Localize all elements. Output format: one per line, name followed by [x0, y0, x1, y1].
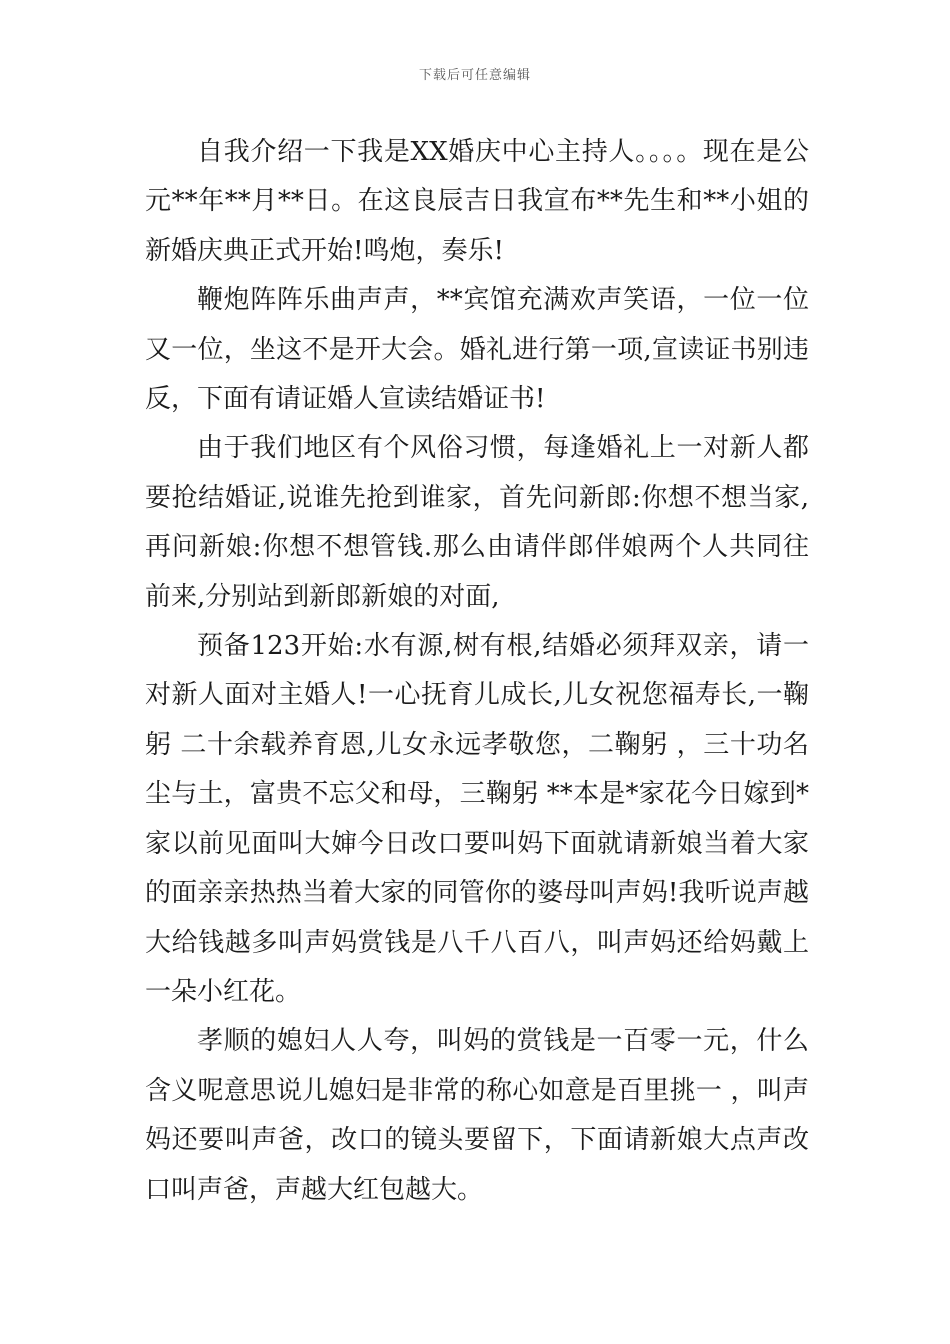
paragraph: 由于我们地区有个风俗习惯，每逢婚礼上一对新人都要抢结婚证,说谁先抢到谁家，首先问新郎:你想不想当家,再问新娘:你想不想管钱.那么由请伴郎伴娘两个人共同往前来,分别站到新郎新娘的对面,	[145, 433, 809, 612]
document-body	[145, 128, 809, 1215]
paragraph: 预备123开始:水有源,树有根,结婚必须拜双亲，请一对新人面对主婚人!一心抚育儿成长,儿女祝您福寿长,一鞠躬 二十余载养育恩,儿女永远孝敬您，二鞠躬 ，三十功名尘与土，富贵不忘父和母，三鞠躬 **本是*家花今日嫁到*家以前见面叫大婶今日改口要叫妈下面就请新娘当着大家的面亲亲热热当着大家的同管你的婆母叫声妈!我听说声越大给钱越多叫声妈赏钱是八千八百八，叫声妈还给妈戴上一朵小红花。	[145, 631, 809, 1007]
paragraph: 孝顺的媳妇人人夸，叫妈的赏钱是一百零一元，什么含义呢意思说儿媳妇是非常的称心如意是百里挑一 ，叫声妈还要叫声爸，改口的镜头要留下，下面请新娘大点声改口叫声爸，声越大红包越大。	[145, 1026, 809, 1205]
page-header: 下载后可任意编辑	[418, 68, 531, 83]
paragraph: 自我介绍一下我是XX婚庆中心主持人。。。。现在是公元**年**月**日。在这良辰吉日我宣布**先生和**小姐的新婚庆典正式开始!鸣炮，奏乐!	[145, 137, 809, 266]
paragraph: 鞭炮阵阵乐曲声声，**宾馆充满欢声笑语，一位一位又一位，坐这不是开大会。婚礼进行第一项,宣读证书别违反，下面有请证婚人宣读结婚证书!	[145, 285, 809, 415]
